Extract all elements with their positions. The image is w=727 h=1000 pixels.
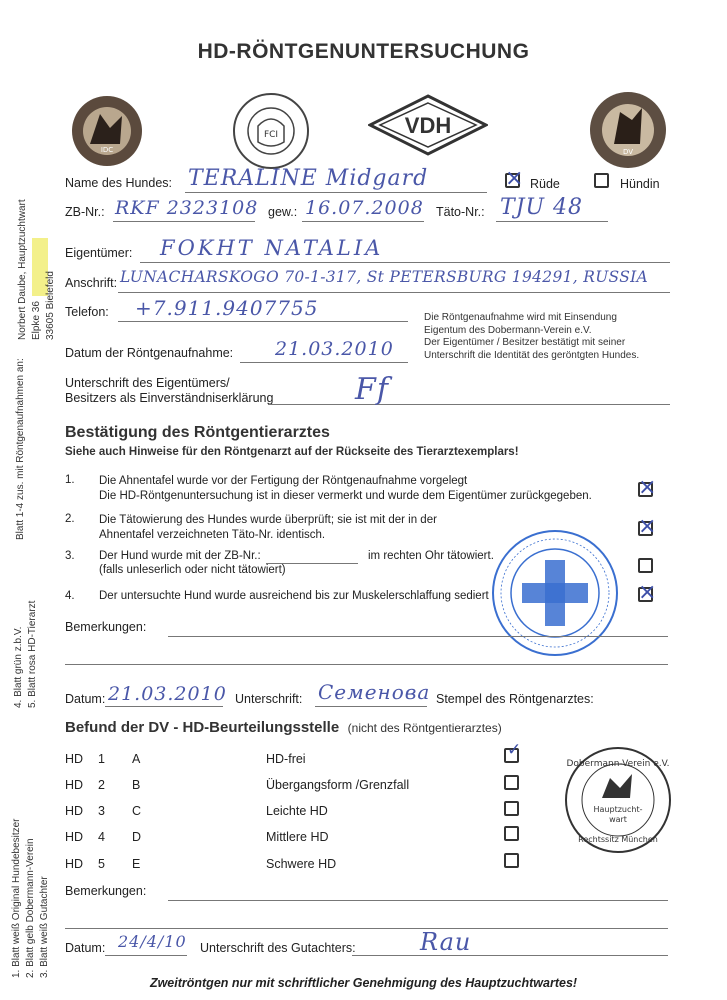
address-value: LUNACHARSKOGO 70-1-317, St PETERSBURG 194291, RUSSIA (120, 268, 649, 286)
zb-line (113, 221, 255, 222)
hd-row-2-grade: B (132, 778, 141, 792)
item-3-num: 3. (65, 550, 75, 562)
hd-row-2-desc: Übergangsform /Grenzfall (266, 778, 410, 792)
margin-address-3: 33605 Bielefeld (45, 271, 56, 340)
vet-heading: Bestätigung des Röntgentierarztes (65, 424, 330, 441)
item-2-text: Die Tätowierung des Hundes wurde überprüft; sie ist mit der in der Ahnentafel verzeichneten Täto-Nr. identisch. (99, 514, 437, 541)
vet-signature: Семенова (318, 680, 431, 704)
female-label: Hündin (620, 177, 660, 191)
result-signature-line (352, 955, 668, 956)
hd-row-1-hd: HD (65, 752, 84, 766)
xray-date-line (240, 362, 408, 363)
margin-copies-5: 5. Blatt rosa HD-Tierarzt (27, 600, 38, 708)
hd-row-4-grade: D (132, 830, 142, 844)
vet-signature-label: Unterschrift: (235, 692, 303, 706)
margin-copies-3: 3. Blatt weiß Gutachter (39, 876, 50, 978)
result-remarks-label: Bemerkungen: (65, 884, 147, 898)
dv-stamp (562, 744, 674, 856)
dv-stamp-top: Dobermann-Verein e.V. (566, 759, 670, 769)
tattoo-line (496, 221, 608, 222)
dv-stamp-mid-2: wart (609, 815, 627, 824)
hd-row-4-hd: HD (65, 830, 84, 844)
hd-row-2-num: 2 (98, 778, 105, 792)
margin-sender-text: Blatt 1-4 zus. mit Röntgenaufnahmen an: (15, 358, 26, 540)
result-remarks-line-1 (168, 900, 668, 901)
owner-label: Eigentümer: (65, 246, 133, 260)
result-heading: Befund der DV - HD-Beurteilungsstelle (nicht des Röntgentierarztes) (65, 719, 502, 736)
born-label: gew.: (268, 205, 298, 219)
zb-label: ZB-Nr.: (65, 205, 105, 219)
hd-row-1-checkbox[interactable] (504, 748, 519, 763)
result-date-value: 24/4/10 (118, 932, 187, 951)
vet-remarks-label: Bemerkungen: (65, 620, 147, 634)
hd-row-3-num: 3 (98, 804, 105, 818)
owner-line (140, 262, 670, 263)
hd-row-4-checkbox[interactable] (504, 826, 519, 841)
item-1-text: Die Ahnentafel wurde vor der Fertigung der Röntgenaufnahme vorgelegt Die HD-Röntgenuntersuchung ist in dieser vermerkt und wurde dem Eigentümer zurückgegeben. (99, 475, 592, 502)
vdh-logo (368, 94, 488, 156)
male-checkbox[interactable] (505, 173, 520, 188)
item-3-checkbox[interactable] (638, 558, 653, 573)
phone-line (118, 321, 408, 322)
result-signature-label: Unterschrift des Gutachters: (200, 941, 356, 955)
footer-note: Zweitröntgen nur mit schriftlicher Genehmigung des Hauptzuchtwartes! (149, 976, 578, 990)
hd-row-5-hd: HD (65, 857, 84, 871)
zb-value: RKF 2323108 (115, 197, 259, 219)
hd-row-1-num: 1 (98, 752, 105, 766)
item-2-num: 2. (65, 513, 75, 525)
margin-copies-1: 1. Blatt weiß Original Hundebesitzer (11, 818, 22, 978)
margin-address-1: Norbert Daube, Hauptzuchtwart (17, 199, 28, 340)
phone-value: +7.911.9407755 (135, 296, 319, 320)
hd-row-3-grade: C (132, 804, 142, 818)
hd-row-5-num: 5 (98, 857, 105, 871)
address-line (118, 292, 670, 293)
dog-name-line (185, 192, 487, 193)
page-title: HD-RÖNTGENUNTERSUCHUNG (197, 40, 530, 63)
dog-name-label: Name des Hundes: (65, 176, 173, 190)
vdh-logo-text: VDH (404, 113, 452, 138)
hd-row-1-desc: HD-frei (266, 752, 306, 766)
vet-remarks-line-2 (65, 664, 668, 665)
born-value: 16.07.2008 (305, 197, 424, 219)
xray-date-label: Datum der Röntgenaufnahme: (65, 346, 234, 360)
dog-name-value: TERALINE Midgard (188, 166, 429, 191)
vet-date-label: Datum: (65, 692, 106, 706)
vet-subheading: Siehe auch Hinweise für den Röntgenarzt auf der Rückseite des Tierarztexemplars! (65, 446, 519, 458)
item-4-text: Der untersuchte Hund wurde ausreichend bis zur Muskelerschlaffung sediert (99, 590, 489, 602)
address-label: Anschrift: (65, 276, 118, 290)
margin-copies-2: 2. Blatt gelb Dobermann-Verein (25, 838, 36, 978)
hd-row-1-grade: A (132, 752, 141, 766)
hd-row-4-desc: Mittlere HD (266, 830, 329, 844)
hd-row-2-hd: HD (65, 778, 84, 792)
idc-logo (70, 94, 144, 168)
vet-date-value: 21.03.2010 (108, 683, 227, 705)
dv-logo-text: DV (622, 148, 634, 156)
dv-stamp-bottom: Rechtssitz München (578, 835, 658, 844)
dv-stamp-mid-1: Hauptzucht- (593, 805, 643, 814)
hd-row-5-checkbox[interactable] (504, 853, 519, 868)
item-3-text-a: Der Hund wurde mit der ZB-Nr.: (99, 550, 261, 562)
tattoo-value: TJU 48 (500, 195, 584, 220)
vet-stamp (490, 528, 620, 658)
hd-row-5-grade: E (132, 857, 141, 871)
vet-remarks-line-1 (168, 636, 668, 637)
fci-logo-text: FCI (263, 130, 279, 140)
hd-row-2-checkbox[interactable] (504, 775, 519, 790)
result-date-line (105, 955, 187, 956)
margin-copies-4: 4. Blatt grün z.b.V. (13, 626, 24, 708)
owner-signature: Ff (355, 372, 389, 407)
margin-address-2: Elpke 36 (31, 301, 42, 340)
item-4-num: 4. (65, 590, 75, 602)
owner-signature-label: Unterschrift des Eigentümers/ Besitzers als Einverständniserklärung (65, 376, 274, 405)
result-date-label: Datum: (65, 941, 106, 955)
born-line (302, 221, 424, 222)
item-1-checkbox[interactable] (638, 482, 653, 497)
male-label: Rüde (530, 177, 560, 191)
item-2-checkbox[interactable] (638, 521, 653, 536)
phone-label: Telefon: (65, 305, 109, 319)
item-1-num: 1. (65, 474, 75, 486)
hd-row-4-num: 4 (98, 830, 105, 844)
tattoo-label: Täto-Nr.: (436, 205, 485, 219)
vet-signature-line (315, 706, 427, 707)
result-signature: Rau (420, 928, 472, 956)
fci-logo (232, 92, 310, 170)
item-4-checkbox[interactable] (638, 587, 653, 602)
result-remarks-line-2 (65, 928, 668, 929)
item-3-text-b: im rechten Ohr tätowiert. (368, 550, 494, 562)
owner-value: FOKHT NATALIA (160, 236, 384, 260)
dv-logo (588, 90, 668, 170)
ownership-note: Die Röntgenaufnahme wird mit Einsendung Eigentum des Dobermann-Verein e.V. Der Eigentümer / Besitzer bestätigt mit seiner Unterschrift die Identität des geröntgten Hundes. (424, 312, 640, 361)
female-checkbox[interactable] (594, 173, 609, 188)
idc-logo-text: IDC (100, 146, 114, 154)
hd-row-3-desc: Leichte HD (266, 804, 328, 818)
item-3-text-c: (falls unleserlich oder nicht tätowiert) (99, 564, 286, 576)
hd-row-3-checkbox[interactable] (504, 801, 519, 816)
owner-signature-line (268, 404, 670, 405)
vet-stamp-label: Stempel des Röntgenarztes: (436, 692, 594, 706)
hd-row-3-hd: HD (65, 804, 84, 818)
xray-date-value: 21.03.2010 (275, 338, 394, 360)
vet-date-line (105, 706, 223, 707)
hd-row-5-desc: Schwere HD (266, 857, 337, 871)
